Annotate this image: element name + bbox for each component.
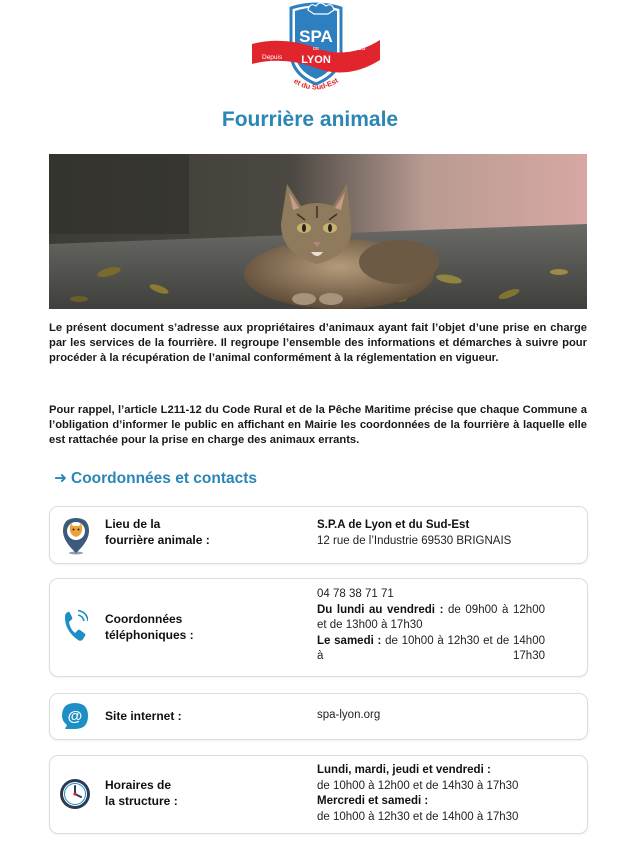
reminder-paragraph: Pour rappel, l’article L211-12 du Code Rural et de la Pêche Maritime précise que chaque Commune a l’obligation d’informer le public en affichant en Mairie les coordonnées de la fourrière à laquelle elle est rattachée pour la prise en charge des animaux errants. bbox=[49, 404, 587, 447]
contact-card-phone bbox=[49, 578, 588, 677]
location-address: 12 rue de l’Industrie 69530 BRIGNAIS bbox=[317, 534, 512, 547]
intro-paragraph: Le présent document s’adresse aux propriétaires d’animaux ayant fait l’objet d’une prise en charge par les services de la fourrière. Il regroupe l’ensemble des informations et démarches à suivre pour procéder à la récupération de l’animal conformément à la réglementation en vigueur. bbox=[49, 322, 587, 365]
phone-icon bbox=[62, 609, 88, 643]
arrow-right-icon: ➜ bbox=[54, 470, 67, 487]
hours-times2: de 10h00 à 12h30 et de 14h00 à 17h30 bbox=[317, 810, 519, 823]
hours-days1: Lundi, mardi, jeudi et vendredi : bbox=[317, 764, 491, 776]
location-label-line2: fourrière animale : bbox=[105, 533, 210, 547]
contact-card-website bbox=[49, 693, 588, 740]
svg-text:@: @ bbox=[67, 708, 83, 725]
section-title: Coordonnées et contacts bbox=[71, 470, 258, 487]
location-pin-cat-icon bbox=[61, 517, 91, 555]
location-label-line1: Lieu de la bbox=[105, 517, 161, 531]
phone-weekdays-label: Du lundi au vendredi : bbox=[317, 603, 444, 616]
website-url[interactable]: spa-lyon.org bbox=[317, 709, 381, 721]
at-sign-icon bbox=[61, 702, 89, 730]
logo-small-text: DE bbox=[312, 46, 320, 51]
hours-label-line2: la structure : bbox=[105, 794, 178, 808]
phone-weekdays-hours: de 09h00 à 12h00 et de 13h00 à 17h30 bbox=[317, 603, 545, 631]
hours-times1: de 10h00 à 12h00 et de 14h30 à 17h30 bbox=[317, 779, 519, 792]
website-label: Site internet : bbox=[105, 709, 182, 723]
contact-card-location bbox=[49, 506, 588, 564]
phone-label-line2: téléphoniques : bbox=[105, 628, 194, 642]
hero-cat-photo bbox=[49, 154, 587, 309]
phone-label-line1: Coordonnées bbox=[105, 612, 183, 626]
logo-main-text: SPA bbox=[299, 27, 333, 46]
phone-saturday-label: Le samedi : bbox=[317, 634, 382, 647]
section-heading bbox=[54, 469, 257, 488]
spa-lyon-logo bbox=[248, 0, 384, 98]
contact-card-hours bbox=[49, 755, 588, 834]
logo-ribbon-right: 1853 bbox=[351, 45, 366, 52]
logo-ribbon-left: Depuis bbox=[262, 54, 283, 61]
phone-number[interactable]: 04 78 38 71 71 bbox=[317, 588, 394, 600]
page-title: Fourrière animale bbox=[221, 108, 399, 131]
location-name: S.P.A de Lyon et du Sud-Est bbox=[317, 519, 470, 531]
logo-arc-text: et du Sud-Est bbox=[292, 75, 340, 92]
hours-days2: Mercredi et samedi : bbox=[317, 795, 429, 807]
hours-label-line1: Horaires de bbox=[105, 778, 172, 792]
phone-saturday-hours: de 10h00 à 12h30 et de 14h00 à 17h30 bbox=[317, 634, 545, 662]
logo-city-text: LYON bbox=[301, 54, 331, 66]
clock-icon bbox=[59, 778, 91, 810]
